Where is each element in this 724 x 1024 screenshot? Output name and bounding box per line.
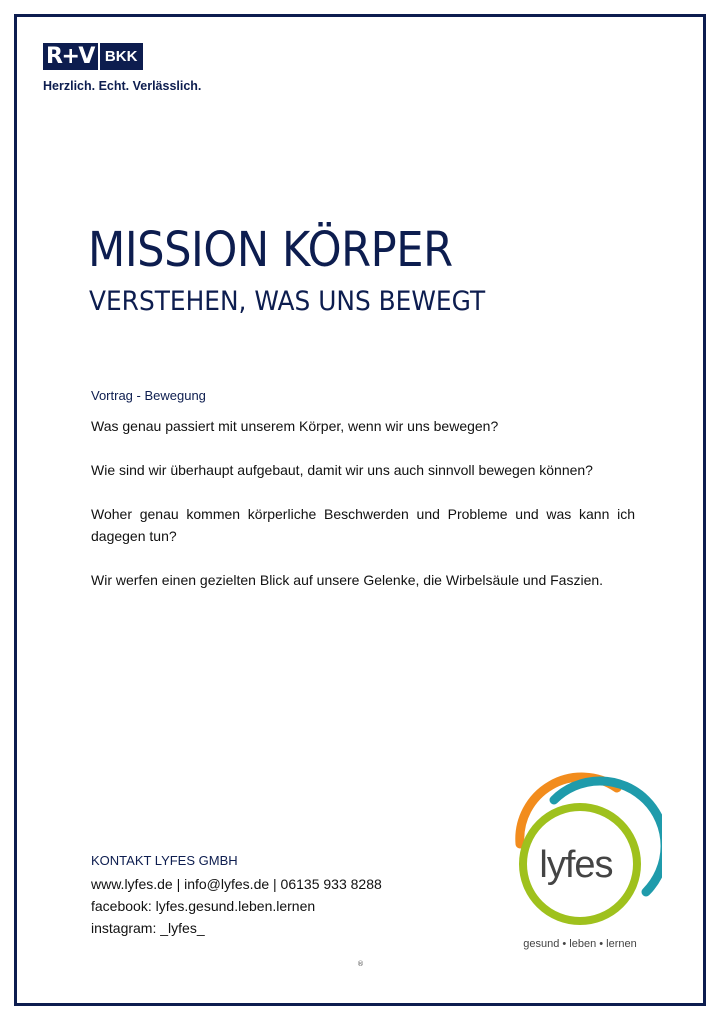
- contact-block: [91, 853, 382, 939]
- rv-bkk-logo: [43, 43, 201, 93]
- page-title: MISSION KÖRPER: [88, 222, 453, 278]
- contact-facebook: facebook: lyfes.gesund.leben.lernen: [91, 898, 316, 914]
- contact-web-email-phone: www.lyfes.de | info@lyfes.de | 06135 933 8288: [91, 876, 382, 892]
- paragraph: Woher genau kommen körperliche Beschwerden und Probleme und was kann ich dagegen tun?: [91, 506, 635, 544]
- page-subtitle: VERSTEHEN, WAS UNS BEWEGT: [89, 286, 486, 317]
- paragraph: Was genau passiert mit unserem Körper, wenn wir uns bewegen?: [91, 418, 499, 434]
- lyfes-logo: [512, 772, 662, 962]
- logo-bkk-text: BKK: [100, 43, 144, 70]
- registered-mark: ®: [357, 960, 364, 968]
- paragraph: Wie sind wir überhaupt aufgebaut, damit wir uns auch sinnvoll bewegen können?: [91, 462, 593, 478]
- paragraph: Wir werfen einen gezielten Blick auf unsere Gelenke, die Wirbelsäule und Faszien.: [91, 572, 604, 588]
- lyfes-tagline: gesund • leben • lernen: [523, 938, 637, 950]
- lyfes-wordmark: lyfes: [539, 844, 613, 886]
- logo-rv-text: R+V: [43, 43, 98, 70]
- contact-instagram: instagram: _lyfes_: [91, 920, 205, 936]
- brand-tagline: Herzlich. Echt. Verlässlich.: [43, 79, 202, 93]
- body-text: [91, 415, 635, 613]
- section-label: Vortrag - Bewegung: [91, 388, 206, 403]
- contact-heading: KONTAKT LYFES GMBH: [91, 853, 238, 868]
